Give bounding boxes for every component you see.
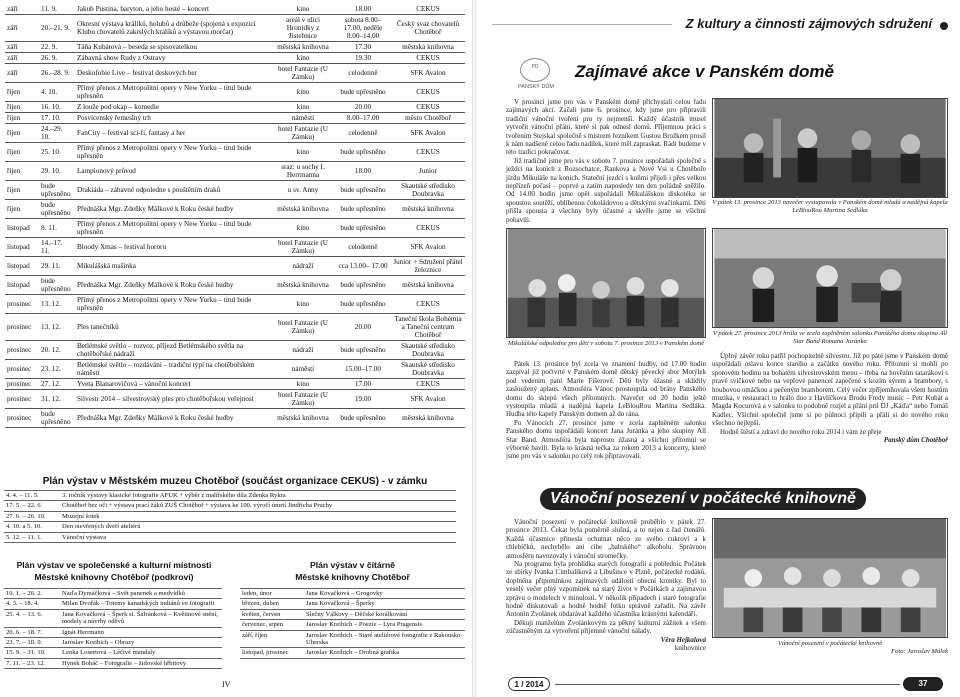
month-cell: listopad [5,257,39,276]
article-title-vánoční-posezení: Vánoční posezení v počátecké knihovně [540,488,866,510]
venue-cell: kino [271,143,335,162]
month-cell: prosinec [5,314,39,341]
time-cell: 17.00 [335,379,391,390]
photo-mikulas-afternoon [506,228,706,338]
table-row [5,64,465,83]
table-row [5,341,465,360]
table-row [5,409,465,428]
venue-cell: kino [271,219,335,238]
venue-cell: kino [271,102,335,113]
organizer-cell: CEKUS [391,102,465,113]
reading-table [240,588,465,659]
organizer-cell: CEKUS [391,4,465,15]
time-cell: 20.00 [335,314,391,341]
event-cell: Yveta Blanarovičová – vánoční koncert [75,379,271,390]
table-row [4,627,222,637]
table-row [4,501,456,511]
period-cell: leden, únor [240,589,304,599]
event-cell: Z louže pod okap – komedie [75,102,271,113]
date-cell: 5. 12. – 11. 1. [4,532,60,542]
exhibition-cell: Lenka Losertová – Léčivé mandaly [60,648,222,658]
event-cell: Přednáška Mgr. Zdeňky Málkové k Roku české hudby [75,409,271,428]
exhibition-cell: Slečny Válkovy – Děčské korálkování [304,609,465,619]
exhibition-cell: Chotěboř bez oči + výstava prací žáků ZUŠ Chotěboř + výstava ke 100. výročí úmrtí Jindřicha Pruchy [60,501,456,511]
organizer-cell: SFK Avalon [391,390,465,409]
time-cell: bude upřesněno [335,181,391,200]
date-cell: bude upřesněno [39,409,75,428]
paragraph: V prosinci jsme pro vás v Panském domě přichystali celou řadu zajímavých akcí. Začali jsme 6. prosince, kdy jsme pro připravili tradiční vánoční tvoření pro ty nejmenší. Každý účastník musel vytvořit vánoční přání, které si pak odnesl domů. Příjemnou práci s tvořením Stejskal společně s mistrem řezníkem Gustou Brožkem prosil k nám nadšeně celou řadu nadílek, které měl zapraskat. Rádi budeme v této tradici pokračovat. [506,98,706,157]
table-row [5,200,465,219]
organizer-cell: městská knihovna [391,276,465,295]
table-row [4,589,222,599]
organizer-cell: Skautské středisko Doubravka [391,360,465,379]
organizer-cell: SFK Avalon [391,124,465,143]
event-cell: Přímý přenos z Metropolitní opery v New Yorku – titul bude upřesněn [75,295,271,314]
venue-cell: městská knihovna [271,42,335,53]
date-cell: 7. 11. – 23. 12. [4,658,60,668]
gallery-title-1: Plán výstav ve společenské a kulturní místnosti [16,560,212,570]
month-cell: říjen [5,181,39,200]
event-cell: Betlémské světlo – rozvoz, příjezd Betlémského světla na chotěbořské nádraží [75,341,271,360]
organizer-cell: městská knihovna [391,42,465,53]
event-cell: Přednáška Mgr. Zdeňky Málkové k Roku české hudby [75,200,271,219]
period-cell: září, říjen [240,630,304,648]
date-cell: 27. 6. – 26. 10. [4,511,60,521]
time-cell: bude upřesněno [335,341,391,360]
month-cell: říjen [5,143,39,162]
article1-signature: Panský dům Chotěboř [883,436,948,445]
table-row [4,658,222,668]
time-cell: sobota 8.00–17.00, neděle 8.00–14.00 [335,15,391,42]
date-cell: 16. 10. [39,102,75,113]
date-cell: bude upřesněno [39,200,75,219]
date-cell: 22. 9. [39,42,75,53]
section-banner [492,14,950,36]
issue-number: 1 / 2014 [508,677,550,691]
table-row [5,4,465,15]
month-cell: prosinec [5,341,39,360]
article2-text [506,518,706,653]
exhibition-cell: Jaroslav Kreibich – Obrazy [60,638,222,648]
organizer-cell: CEKUS [391,379,465,390]
event-cell: Ples tanečníků [75,314,271,341]
exhibition-cell: Hynek Boháč – Fotografie – židovské hřbitovy [60,658,222,668]
table-row [4,638,222,648]
event-cell: Bloody Xmas – festival hororu [75,238,271,257]
time-cell: 17.30 [335,42,391,53]
event-cell: Jakub Pustina, baryton, a jeho hosté – koncert [75,4,271,15]
event-cell: Posvícenský řemeslný trh [75,113,271,124]
event-cell: Lampionový průvod [75,162,271,181]
month-cell: listopad [5,238,39,257]
date-cell: 4. 10. a 5. 10. [4,522,60,532]
venue-cell: hotel Fantazie (U Zámku) [271,390,335,409]
exhibition-cell: Vánoční výstava [60,532,456,542]
banner-rule [492,24,672,25]
date-cell: 11. 9. [39,4,75,15]
month-cell: listopad [5,219,39,238]
month-cell: září [5,53,39,64]
period-cell: březen, duben [240,599,304,609]
event-cell: FanCity – festival sci-fi, fantasy a her [75,124,271,143]
venue-cell: městská knihovna [271,200,335,219]
table-row [5,143,465,162]
paragraph: Úplný závěr roku patřil pochopitelně silvestru. Již po páté jsme v Panském domě uspořádali oslavu konce starého a začátku nového roku. Přítomní si mohli po sporovém hodinu na bohatém silvestrovském menu – třeba na hovězím tatarákovi s pravé svíčkové nebo na vepřové panenceí zapečené s kozím sýrem a brambory, s houbovou omáčkou a pečeným bramborem. Celý večer zpříjemňovala všem hostům muzika, v restauraci to hrálo duo z Havlíčkova Brodu Fredy music – Petr Kubát a Magda Kocurová a v salonku to podobně rozjel a přání pril DJ „Káďa“ nebo Tomáš Kadlec. Všichni společně jsme si po půlnoci připili a přáli si do nového roku všechno nejlepší. [712,352,948,428]
exhibition-cell: 3. ročník výstavy klasické fotografie AFUK + výběr z malířského díla Zdenka Rykra [60,491,456,501]
date-cell: 25. 10. [39,143,75,162]
venue-cell: náměstí [271,113,335,124]
organizer-cell: město Chotěboř [391,113,465,124]
event-cell: Přednáška Mgr. Zdeňky Málkové k Roku české hudby [75,276,271,295]
month-cell: říjen [5,124,39,143]
exhibition-cell: Jaroslav Kreibich – Poezie – Lyra Pragensis [304,620,465,630]
organizer-cell: městská knihovna [391,200,465,219]
period-cell: červenec, srpen [240,620,304,630]
organizer-cell: CEKUS [391,219,465,238]
table-row [5,360,465,379]
exhibition-cell: Den otevřených dveří ateliérů [60,522,456,532]
gallery-table [4,588,222,669]
organizer-cell: Taneční škola Bohémia a Taneční centrum Chotěboř [391,314,465,341]
time-cell: 18.00 [335,4,391,15]
page-number-left: IV [222,680,231,689]
exhibition-cell: Jaroslav Kreibich – Drobná grafika [304,648,465,658]
paragraph: Hodně štěstí a zdraví do nového roku 2014 i vám ze přeje [720,427,882,436]
panský-dům-logo [520,58,550,82]
time-cell: 19.00 [335,390,391,409]
time-cell: bude upřesněno [335,83,391,102]
date-cell: 4. 3. – 18. 4. [4,599,60,609]
month-cell: září [5,15,39,42]
photo-library-gathering [712,518,948,638]
photo-caption-2: Mikulášské odpoledne pro děti v sobotu 7. prosince 2013 v Panském domě [507,340,705,347]
date-cell: 27. 12. [39,379,75,390]
section-title: Z kultury a činnosti zájmových sdružení [685,16,932,31]
date-cell: 31. 12. [39,390,75,409]
table-row [5,42,465,53]
date-cell: 20. 12. [39,341,75,360]
events-table [5,4,465,428]
date-cell: 13. 12. [39,314,75,341]
table-row [4,599,222,609]
article1-col1-bottom [506,360,706,461]
date-cell: 4. 10. [39,83,75,102]
month-cell: říjen [5,113,39,124]
table-row [4,491,456,501]
photo-caption-4: Vánoční posezení v počátecké knihovně [777,640,883,647]
event-cell: Deskofobie Live – festival deskových her [75,64,271,83]
gallery-title-2: Městské knihovny Chotěboř (podkroví) [34,572,194,582]
date-cell: 29. 10. [39,162,75,181]
table-row [5,181,465,200]
paragraph: Po Vánocích 27. prosince jsme v zcela zaplněném salonku Panského domu uspořádali koncert Jana Juránka a jeho skupiny All Star Band. Atmosféra byla naprosto úžasná a všichni přítomní se výborně bavili. Byla to krásná tečka za rokem 2013 a koncerty, které jsme pro vás v salonku po celý rok připravovali. [506,418,706,461]
month-cell: prosinec [5,379,39,390]
paragraph: Pátek 13. prosince byl zcela ve znamení hudby, od 17.00 hodin zazpíval již počtvrté v Panském domě dětský pěvecký sbor Motýlek pod vedením paní Marie Fišerové. Děti byly úžasné a sklidily zasloužený aplaus. Atmosféra Vánoc prostoupila od brány Panského domu do sklepů všech přítomných. Navečer od 20 hodin ještě vystoupila mladá a nadějná kapela LeBlouRou Martina Sedláka. Hudba této kapely Panským domem až do rána. [506,360,706,419]
event-cell: Zábavná show Rudy z Ostravy [75,53,271,64]
article1-col1-top [506,98,706,224]
organizer-cell: CEKUS [391,143,465,162]
photo-credit-4: Foto: Jaroslav Málek [891,648,948,655]
event-cell: Mikulášská mašinka [75,257,271,276]
date-cell: 23. 7. – 10. 9. [4,638,60,648]
organizer-cell: CEKUS [391,295,465,314]
photo-caption-1: V pátek 13. prosince 2013 navečer vystupovala v Panském domě mladá a nadějná kapela LeBlouRou Martina Sedláka [712,199,948,214]
venue-cell: sraz: u sochy I. Herrmanna [271,162,335,181]
reading-title-1: Plán výstav v čítárně [309,560,396,570]
table-row [5,124,465,143]
article2-signature: Věra Hejkalová [660,635,706,644]
table-row [5,113,465,124]
venue-cell: hotel Fantazie (U Zámku) [271,124,335,143]
table-row [5,238,465,257]
table-row [5,53,465,64]
venue-cell: kino [271,295,335,314]
table-row [240,630,465,648]
month-cell: září [5,42,39,53]
month-cell: prosinec [5,390,39,409]
time-cell: bude upřesněno [335,295,391,314]
month-cell: říjen [5,162,39,181]
photo-all-star-band [712,228,948,328]
footer-rule [555,684,900,685]
time-cell: celodenně [335,64,391,83]
venue-cell: nádraží [271,257,335,276]
venue-cell: kino [271,83,335,102]
table-row [4,609,222,627]
table-row [5,15,465,42]
month-cell: prosinec [5,409,39,428]
date-cell: 14.–17. 11. [39,238,75,257]
photo-band-concert [712,98,948,198]
venue-cell: náměstí [271,360,335,379]
time-cell: 8.00–17.00 [335,113,391,124]
table-row [5,295,465,314]
time-cell: bude upřesněno [335,219,391,238]
time-cell: 19.30 [335,53,391,64]
left-page [0,0,470,697]
organizer-cell: Junior + Sdružení přátel železnice [391,257,465,276]
table-row [5,102,465,113]
exhibition-cell: Jana Kovačková – Grogovky [304,589,465,599]
organizer-cell: SFK Avalon [391,64,465,83]
time-cell: celodenně [335,124,391,143]
organizer-cell: Junior [391,162,465,181]
event-cell: Drakiáda – zábavné odpoledne s pouštěním draků [75,181,271,200]
venue-cell: městská knihovna [271,276,335,295]
table-row [240,589,465,599]
month-cell: září [5,4,39,15]
banner-bullet-icon [940,22,948,30]
period-cell: květen, červen [240,609,304,619]
date-cell: 17. 10. [39,113,75,124]
table-row [5,219,465,238]
article2-signature-role: knihovnice [674,644,706,653]
venue-cell: kino [271,53,335,64]
paragraph: Děkuji manželům Zvolánkovým za pěkný kulturní zážitek a všem zúčastněným za vytvoření příjemné vánoční nálady. [506,618,706,636]
event-cell: Přímý přenos z Metropolitní opery v New Yorku – titul bude upřesněn [75,83,271,102]
month-cell: říjen [5,200,39,219]
date-cell: 10. 1. – 26. 2. [4,589,60,599]
table-row [240,620,465,630]
date-cell: 23. 12. [39,360,75,379]
venue-cell: u sv. Anny [271,181,335,200]
event-cell: Přímý přenos z Metropolitní opery v New Yorku – titul bude upřesněn [75,143,271,162]
month-cell: prosinec [5,295,39,314]
table-row [5,390,465,409]
exhibition-cell: Naďa Dymáčková – Svět panenek a medvídků [60,589,222,599]
month-cell: říjen [5,102,39,113]
time-cell: bude upřesněno [335,409,391,428]
event-cell: Přímý přenos z Metropolitní opery v New Yorku – titul bude upřesněn [75,219,271,238]
exhibition-cell: Jaroslav Kreibich – Staré ateliérové fotografie z Rakousko-Uherska [304,630,465,648]
organizer-cell: Skautské středisko Doubravka [391,341,465,360]
time-cell: cca 13.00– 17.00 [335,257,391,276]
paragraph: Na programu byla prohlídka starých fotografií a poblednic Počátek ze sbírky Ivanka Cimbalíková a Libušince v Plzně, počátecké rodáků, doplněna připomínkou zajímavých událostí obecní kroniky. Byl to veselý večer plný vzpomínek na starý život v Počátkách a zajímavou zprávu o modelech v minulosti. V několik případech i staré fotografie hodně diskutovali a hodně hodně fotku správně zařadit. Na závěr Antonín Zvolánek obdarával každého účastníka krásnými kalendáři. [506,560,706,619]
date-cell: 4. 4. – 11. 5. [4,491,60,501]
organizer-cell: Český svaz chovatelů Chotěboř [391,15,465,42]
event-cell: Okresní výstava králíků, holubů a drůbeže (spojená s expozicí Klubu chovatelů zakrslých králíků a výstavou morčat) [75,15,271,42]
date-cell: 13. 12. [39,295,75,314]
logo-text: PD [531,64,539,70]
venue-cell: hotel Fantazie (U Zámku) [271,314,335,341]
date-cell: 29. 11. [39,257,75,276]
table-row [5,379,465,390]
museum-table [4,490,456,543]
exhibition-cell: Jana Kovačková – Šperk si. Šafránková – Květinové snění, modely a návrhy oděvů [60,609,222,627]
venue-cell: kino [271,4,335,15]
venue-cell: hotel Fantazie (U Zámku) [271,64,335,83]
date-cell: 8. 11. [39,219,75,238]
organizer-cell: CEKUS [391,53,465,64]
page-gutter [472,0,476,697]
month-cell: září [5,64,39,83]
reading-title-2: Městské knihovny Chotěboř [295,572,410,582]
time-cell: 20.00 [335,102,391,113]
exhibition-cell: Muzejní šotek [60,511,456,521]
table-row [4,532,456,542]
photo-caption-3: V pátek 27. prosince 2013 hrála ve zcela zaplněném salonku Panského domu skupina All Star Band Romana Juránka [712,330,948,345]
exhibition-cell: Jana Kovačková – Šperky [304,599,465,609]
article1-col2 [712,352,948,444]
month-cell: říjen [5,83,39,102]
venue-cell: kino [271,379,335,390]
exhibition-cell: Ignát Herrmann [60,627,222,637]
table-row [240,648,465,658]
date-cell: 26. 9. [39,53,75,64]
period-cell: listopad, prosinec [240,648,304,658]
venue-cell: hotel Fantazie (U Zámku) [271,238,335,257]
exhibition-cell: Milan Dvořák – Totemy kanadských indiánů ve fotografii [60,599,222,609]
table-row [240,609,465,619]
organizer-cell: SFK Avalon [391,238,465,257]
page-number-right: 37 [903,677,943,691]
paragraph: Vánoční posezení v počátecké knihovně proběhlo v pátek 27. prosince 2013. Čekat byla poměrně slušná, a to nejen z řad čtenářů. Každá účastnice přinesla ochutnat něco ze svého cukroví a k chlebíčků, nechybělo ani cibe „babského“ alkoholu. Správnou atmosféru navozovaly i vánoční stromečky. [506,518,706,560]
table-row [5,314,465,341]
month-cell: listopad [5,276,39,295]
venue-cell: nádraží [271,341,335,360]
table-row [4,511,456,521]
date-cell: 17. 5. – 22. 6 [4,501,60,511]
organizer-cell: městská knihovna [391,409,465,428]
date-cell: bude upřesněno [39,276,75,295]
table-row [5,257,465,276]
time-cell: bude upřesněno [335,143,391,162]
month-cell: prosinec [5,360,39,379]
time-cell: bude upřesněno [335,276,391,295]
table-row [4,522,456,532]
date-cell: 20. 6. – 18. 7. [4,627,60,637]
paragraph: Již tradičně jsme pro vás v sobotu 7. prosince uspořádali společně s ježdci na koních z Rozsochatce, Rankova a Nové Vsi u Chotěboře jízdu Mikuláše na koních. Stateční jezdci s koňmi přijeli i přes velkou nepřízeň počasí – poprvé a zatím naposledy ten den pořádně sněžilo. Od 14.00 hodin jsme opět uspořádali Mikulášskou diskotéku se spoustou soutěží, oblíbenou čokoládovou a dětskými svačinkami. Děti přišla spousta a všechny byly účastné a skvěle jsme se všichni pobavili. [506,156,706,224]
time-cell: bude upřesněno [335,200,391,219]
time-cell: celodenně [335,238,391,257]
table-row [5,83,465,102]
table-row [4,648,222,658]
venue-cell: areál v ulici Hronidky z Jistebnice [271,15,335,42]
venue-cell: městská knihovna [271,409,335,428]
date-cell: 15. 9. – 31. 10. [4,648,60,658]
date-cell: 25. 4. – 13. 6. [4,609,60,627]
date-cell: 26.–28. 9. [39,64,75,83]
article-title-panský-dům: Zajímavé akce v Panském domě [575,62,834,81]
organizer-cell: CEKUS [391,83,465,102]
table-row [240,599,465,609]
event-cell: Silvestr 2014 – silvestrovský ples pro chotěbořskou veřejnost [75,390,271,409]
date-cell: 24.–29. 10. [39,124,75,143]
museum-title: Plán výstav v Městském muzeu Chotěboř (součást organizace CEKUS) - v zámku [42,476,428,487]
event-cell: Betlémské světlo – rozdávání – tradiční týpí na chotěbořském náměstí [75,360,271,379]
logo-caption: PANSKÝ DŮM [518,84,554,90]
time-cell: 18.00 [335,162,391,181]
table-row [5,162,465,181]
event-cell: Táňa Kubátová – beseda se spisovatelkou [75,42,271,53]
time-cell: 15.00–17.00 [335,360,391,379]
organizer-cell: Skautské středisko Doubravka [391,181,465,200]
date-cell: bude upřesněno [39,181,75,200]
table-row [5,276,465,295]
date-cell: 20.–21. 9. [39,15,75,42]
